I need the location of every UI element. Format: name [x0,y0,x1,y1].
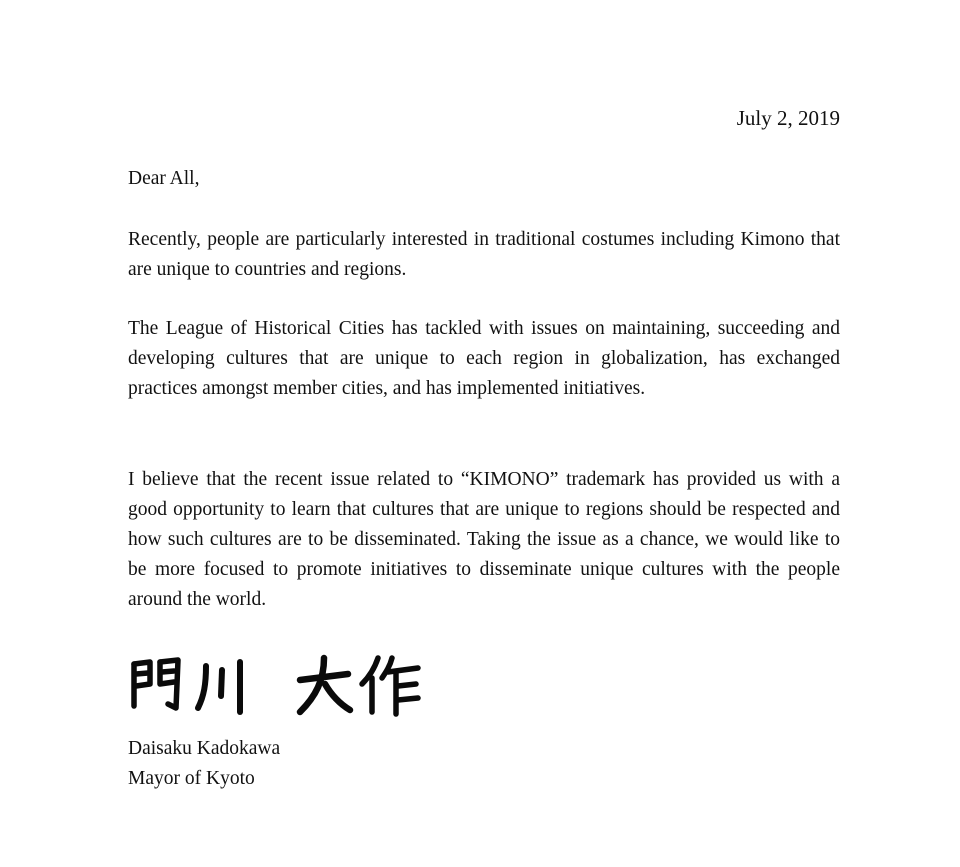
paragraph-3: I believe that the recent issue related to “KIMONO” trademark has provided us with a good opportunity to learn that cultures that are unique to regions should be respected and how such cultures are to be disseminated. Taking the issue as a chance, we would like to be more focused to promote initiatives to disseminate unique cultures with the people around the world. [128,469,840,610]
signature-glyph-kawa [198,662,240,712]
handwritten-signature [126,650,426,722]
signer-name: Daisaku Kadokawa [128,738,281,759]
signature-glyph-dai [300,658,350,712]
salutation: Dear All, [128,168,200,189]
paragraph-1: Recently, people are particularly interested in traditional costumes including Kimono that are unique to countries and regions. [128,229,840,280]
letter-date: July 2, 2019 [736,106,840,130]
paragraph-2: The League of Historical Cities has tackled with issues on maintaining, succeeding and developing cultures that are unique to each region in globalization, has exchanged practices amongst member cities, and has implemented initiatives. [128,318,840,399]
signature-glyph-mon [134,660,178,708]
signature-glyph-saku [362,658,418,714]
signer-title: Mayor of Kyoto [128,768,255,789]
